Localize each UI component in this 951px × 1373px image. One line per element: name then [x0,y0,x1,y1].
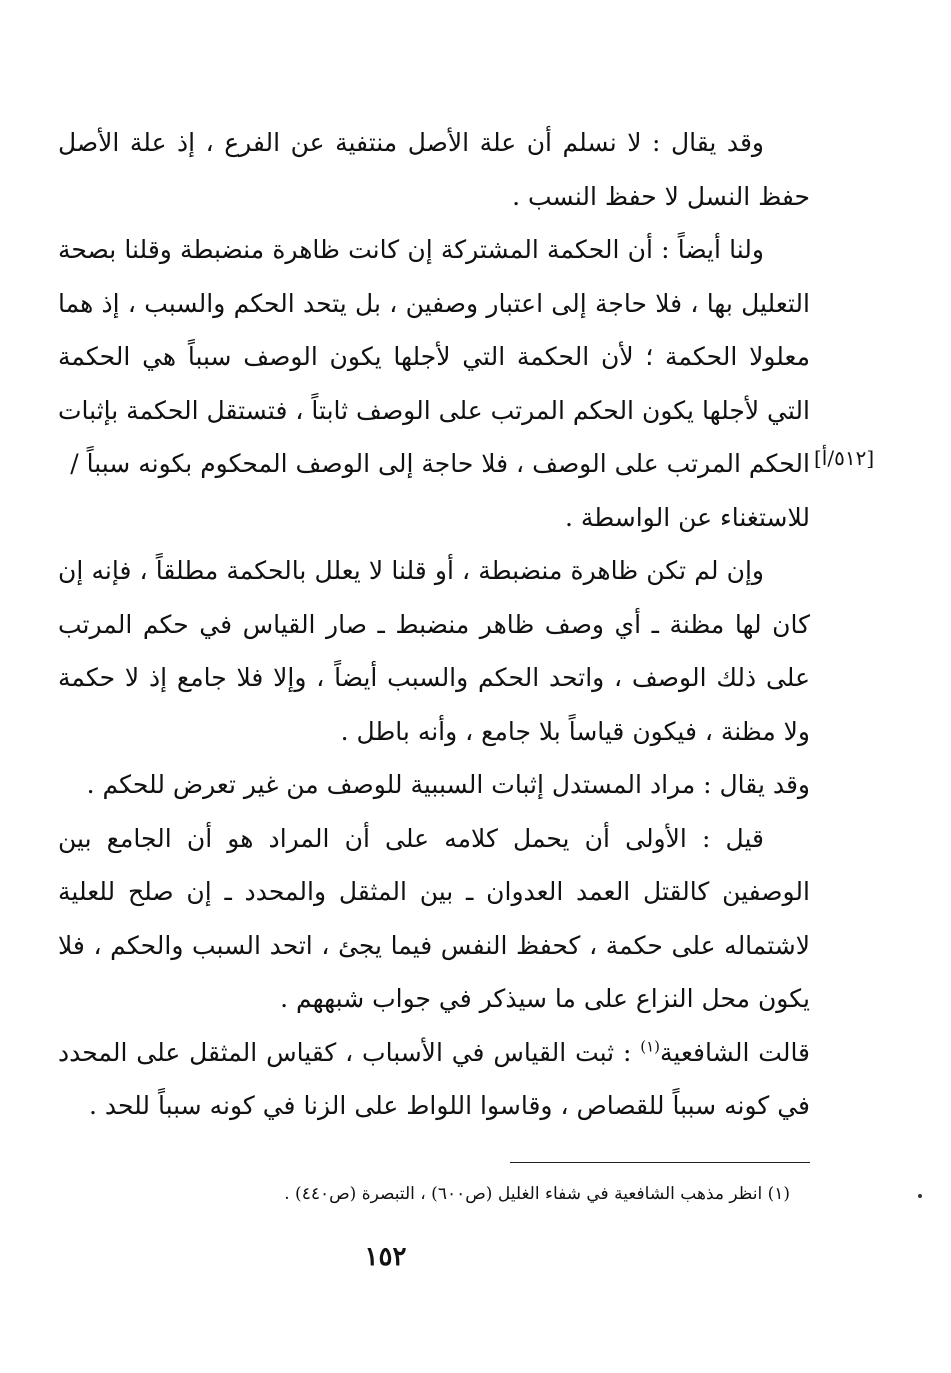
paragraph [58,116,810,223]
paragraph [58,223,810,544]
paragraph-text: قالت الشافعية [660,1037,811,1067]
paragraph [58,812,810,1026]
paragraph-text: وقد يقال : لا نسلم أن علة الأصل منتفية عن الفرع ، إذ علة الأصل حفظ النسل لا حفظ النسب . [58,128,810,211]
footnote-divider [510,1162,810,1163]
paragraph-text: وإن لم تكن ظاهرة منضبطة ، أو قلنا لا يعلل بالحكمة مطلقاً ، فإنه إن كان لها مظنة ـ أي وصف ظاهر منضبط ـ صار القياس في حكم المرتب على ذلك الوصف ، واتحد الحكم والسبب أيضاً ، وإلا فلا جامع إذ لا حكمة ولا مظنة ، فيكون قياساً بلا جامع ، وأنه باطل . [58,556,810,746]
footnote: (١) انظر مذهب الشافعية في شفاء الغليل (ص٦٠٠) ، التبصرة (ص٤٤٠) . [284,1184,790,1204]
page-number: ١٥٢ [364,1242,407,1272]
paragraph-text: : ثبت القياس في الأسباب ، كقياس المثقل على المحدد في كونه سبباً للقصاص ، وقاسوا اللواط على الزنا في كونه سبباً للحد . [58,1037,810,1120]
manuscript-folio-marker: [٥١٢/أ] [814,446,875,470]
paragraph-text: للاستغناء عن الواسطة . [564,502,810,532]
paragraph [58,544,810,758]
paragraph [58,1026,810,1133]
paragraph-text: وقد يقال : مراد المستدل إثبات السببية للوصف من غير تعرض للحكم . [86,770,810,799]
scan-speck [918,1194,922,1198]
paragraph-text: قيل : الأولى أن يحمل كلامه على أن المراد هو أن الجامع بين الوصفين كالقتل العمد العدوان ـ بين المثقل والمحدد ـ إن صلح للعلية لاشتماله على حكمة ، كحفظ النفس فيما يجئ ، اتحد السبب والحكم ، فلا يكون محل النزاع على ما سيذكر في جواب شبههم . [58,823,810,1013]
paragraph [58,758,810,812]
footnote-reference: (١) [640,1037,660,1056]
paragraph-text: ولنا أيضاً : أن الحكمة المشتركة إن كانت ظاهرة منضبطة وقلنا بصحة التعليل بها ، فلا حاجة إلى اعتبار وصفين ، بل يتحد الحكم والسبب ، إذ هما معلولا الحكمة ؛ لأن الحكمة التي لأجلها يكون الوصف سبباً هي الحكمة التي لأجلها يكون الحكم المرتب على الوصف ثابتاً ، فتستقل الحكمة بإثبات الحكم المرتب على الوصف ، فلا حاجة إلى الوصف المحكوم بكونه سبباً / [58,235,810,478]
main-text [58,116,810,1133]
